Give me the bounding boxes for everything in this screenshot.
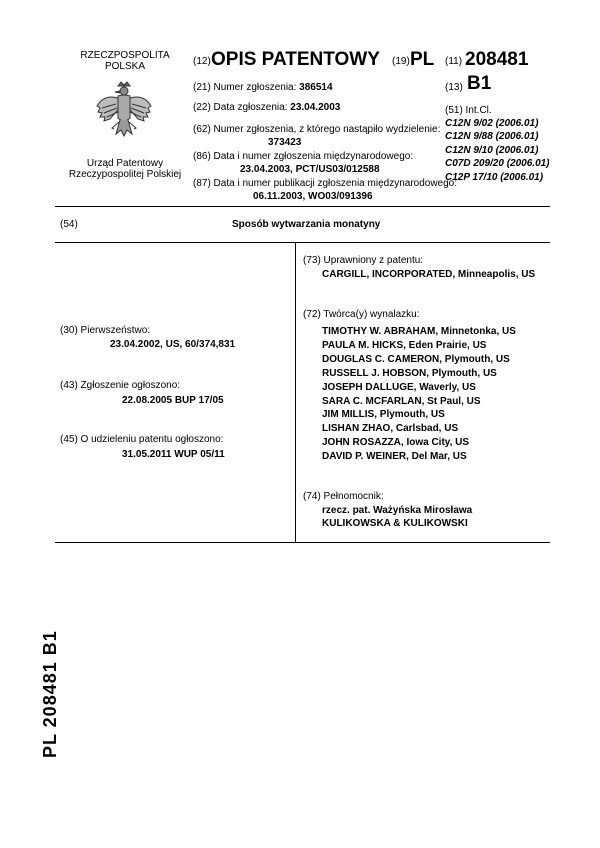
inventors-list (322, 325, 516, 464)
column-divider (295, 242, 296, 542)
inventor: LISHAN ZHAO, Carlsbad, US (322, 423, 459, 435)
title-divider (55, 242, 550, 243)
patent-holder: CARGILL, INCORPORATED, Minneapolis, US (322, 269, 536, 280)
inventor: RUSSELL J. HOBSON, Plymouth, US (322, 367, 497, 379)
intl-publication-label: (87) Data i numer publikacji zgłoszenia międzynarodowego: (193, 178, 458, 189)
announced-value: 22.08.2005 BUP 17/05 (122, 395, 224, 406)
doc-type-code: (12) (193, 56, 211, 67)
inventors-label: (72) Twórca(y) wynalazku: (303, 309, 420, 320)
inventor: JOSEPH DALLUGE, Waverly, US (322, 381, 476, 393)
announced-label: (43) Zgłoszenie ogłoszono: (60, 380, 181, 391)
attorney-label: (74) Pełnomocnik: (303, 491, 384, 502)
inventor: JOHN ROSAZZA, Iowa City, US (322, 437, 470, 449)
parent-application-number: 373423 (268, 137, 302, 148)
polish-eagle-emblem (94, 80, 154, 146)
attorney-line2: KULIKOWSKA & KULIKOWSKI (322, 518, 468, 529)
inventor: TIMOTHY W. ABRAHAM, Minnetonka, US (322, 326, 516, 337)
side-patent-label: PL 208481 B1 (40, 630, 60, 758)
issuer-office-line2: Rzeczypospolitej Polskiej (68, 169, 182, 180)
application-number-label: (21) Numer zgłoszenia: (193, 82, 297, 93)
patent-holder-label: (73) Uprawniony z patentu: (303, 255, 424, 266)
classification-code: C12N 9/02 (2006.01) (445, 118, 539, 129)
inventor: JIM MILLIS, Plymouth, US (322, 409, 445, 421)
inventor: DAVID P. WEINER, Del Mar, US (322, 451, 467, 463)
filing-date-row (193, 102, 340, 113)
title-code: (54) (60, 219, 78, 230)
classification-code: C07D 209/20 (2006.01) (445, 158, 550, 170)
country-code-label: (19) (392, 56, 410, 67)
country-code: PL (410, 49, 435, 70)
document-title: OPIS PATENTOWY (211, 49, 380, 70)
granted-label: (45) O udzieleniu patentu ogłoszono: (60, 434, 224, 445)
application-number: 386514 (299, 82, 333, 93)
inventor: PAULA M. HICKS, Eden Prairie, US (322, 339, 487, 351)
patent-number-code: (11) (445, 56, 463, 67)
bottom-divider (55, 542, 550, 543)
filing-date-label: (22) Data zgłoszenia: (193, 102, 288, 113)
intl-publication-value: 06.11.2003, WO03/091396 (253, 191, 373, 202)
patent-number: 208481 (465, 49, 529, 70)
parent-application-label: (62) Numer zgłoszenia, z którego nastąpiło wydzielenie: (193, 124, 441, 135)
classification-code: C12N 9/88 (2006.01) (445, 131, 539, 143)
kind-code: B1 (467, 73, 492, 94)
granted-value: 31.05.2011 WUP 05/11 (122, 449, 225, 460)
filing-date: 23.04.2003 (290, 102, 341, 113)
intl-application-value: 23.04.2003, PCT/US03/012588 (240, 164, 380, 175)
classification-list (445, 117, 550, 184)
issuer-country-line1: RZECZPOSPOLITA (80, 50, 170, 61)
invention-title: Sposób wytwarzania monatyny (232, 219, 381, 230)
kind-code-label: (13) (445, 82, 463, 93)
issuer-office-line1: Urząd Patentowy (86, 158, 164, 169)
classification-label: (51) Int.Cl. (445, 105, 492, 116)
issuer-country-line2: POLSKA (104, 61, 146, 72)
inventor: SARA C. MCFARLAN, St Paul, US (322, 395, 481, 407)
classification-code: C12N 9/10 (2006.01) (445, 144, 539, 156)
application-number-row (193, 82, 333, 93)
top-divider (55, 206, 550, 207)
inventor: DOUGLAS C. CAMERON, Plymouth, US (322, 353, 510, 365)
priority-value: 23.04.2002, US, 60/374,831 (110, 339, 236, 350)
intl-application-label: (86) Data i numer zgłoszenia międzynarodowego: (193, 151, 414, 162)
priority-label: (30) Pierwszeństwo: (60, 325, 151, 336)
attorney-line1: rzecz. pat. Ważyńska Mirosława (322, 505, 473, 516)
classification-code: C12P 17/10 (2006.01) (445, 171, 544, 183)
